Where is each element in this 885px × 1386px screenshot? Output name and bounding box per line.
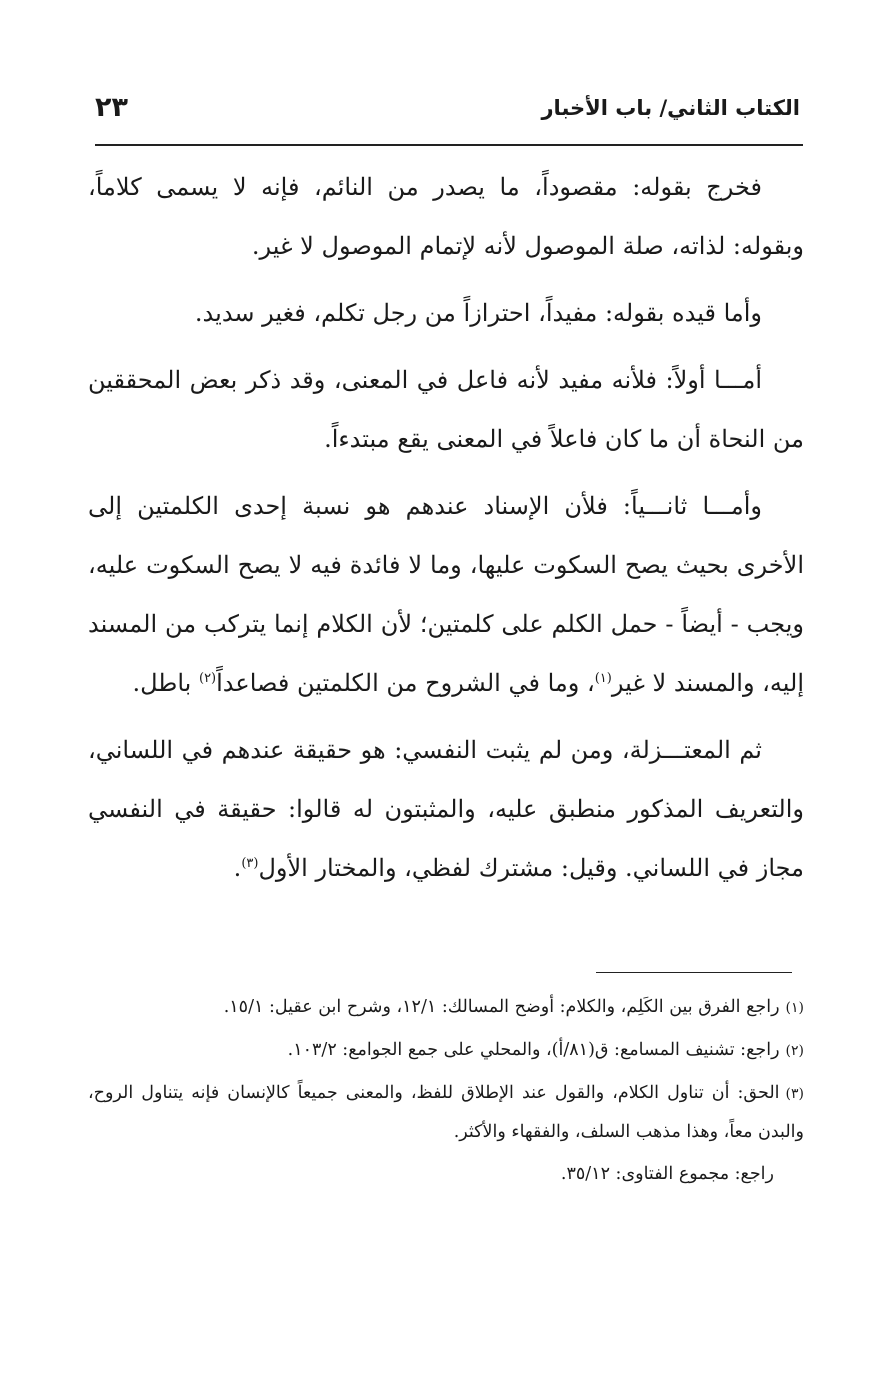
paragraph-5 xyxy=(88,721,804,898)
page-number: ٢٣ xyxy=(95,92,128,123)
paragraph-4-part-b: ، وما في الشروح من الكلمتين فصاعداً xyxy=(216,669,595,697)
paragraph-4-part-c: باطل. xyxy=(132,669,199,697)
footnote-3-text: الحق: أن تناول الكلام، والقول عند الإطلاق للفظ، والمعنى جميعاً كالإنسان فإنه يتناول الروح، والبدن معاً، وهذا مذهب السلف، والفقهاء والأكثر. xyxy=(88,1083,804,1142)
footnote-1 xyxy=(88,988,804,1027)
footnote-3-number: (٣) xyxy=(785,1086,804,1102)
footnote-ref-3[interactable]: (٣) xyxy=(241,856,259,871)
paragraph-3: أمـــا أولاً: فلأنه مفيد لأنه فاعل في المعنى، وقد ذكر بعض المحققين من النحاة أن ما كان فاعلاً في المعنى يقع مبتدءاً. xyxy=(88,366,804,453)
footnote-ref-1[interactable]: (١) xyxy=(594,671,612,686)
footnote-1-text: راجع الفرق بين الكَلِم، والكلام: أوضح المسالك: ١٢/١، وشرح ابن عقيل: ١٥/١. xyxy=(223,997,780,1017)
main-text xyxy=(88,158,804,906)
header-rule xyxy=(95,144,803,146)
paragraph-5-part-a: ثم المعتـــزلة، ومن لم يثبت النفسي: هو حقيقة عندهم في اللساني، والتعريف المذكور منطبق عليه، والمثبتون له قالوا: حقيقة في النفسي مجاز في اللساني. وقيل: مشترك لفظي، والمختار الأول xyxy=(88,736,805,882)
paragraph-4-part-a: وأمـــا ثانـــياً: فلأن الإسناد عندهم هو نسبة إحدى الكلمتين إلى الأخرى بحيث يصح السكوت عليها، وما لا فائدة فيه لا يصح السكوت عليه، ويجب - أيضاً - حمل الكلم على كلمتين؛ لأن الكلام إنما يتركب من المسند إليه، والمسند لا غير xyxy=(88,492,804,697)
paragraph-5-part-b: . xyxy=(233,854,242,882)
footnote-2-text: راجع: تشنيف المسامع: ق(٨١/أ)، والمحلي على جمع الجوامع: ١٠٣/٢. xyxy=(287,1040,780,1060)
paragraph-2: وأما قيده بقوله: مفيداً، احترازاً من رجل تكلم، فغير سديد. xyxy=(194,299,762,327)
footnote-separator xyxy=(596,972,792,973)
footnote-3 xyxy=(88,1074,804,1151)
paragraph-4 xyxy=(88,477,804,713)
paragraph-1: فخرج بقوله: مقصوداً، ما يصدر من النائم، فإنه لا يسمى كلاماً، وبقوله: لذاته، صلة الموصول لأنه لإتمام الموصول لا غير. xyxy=(88,173,804,260)
footnote-ref-2[interactable]: (٢) xyxy=(198,671,217,686)
footnote-2 xyxy=(88,1031,804,1070)
footnote-2-number: (٢) xyxy=(785,1043,804,1059)
running-title: الكتاب الثاني/ باب الأخبار xyxy=(541,96,800,120)
footnote-3-continuation: راجع: مجموع الفتاوى: ٣٥/١٢. xyxy=(560,1164,774,1184)
footnote-1-number: (١) xyxy=(785,1000,804,1016)
footnotes xyxy=(88,988,804,1193)
page-header xyxy=(95,92,800,142)
